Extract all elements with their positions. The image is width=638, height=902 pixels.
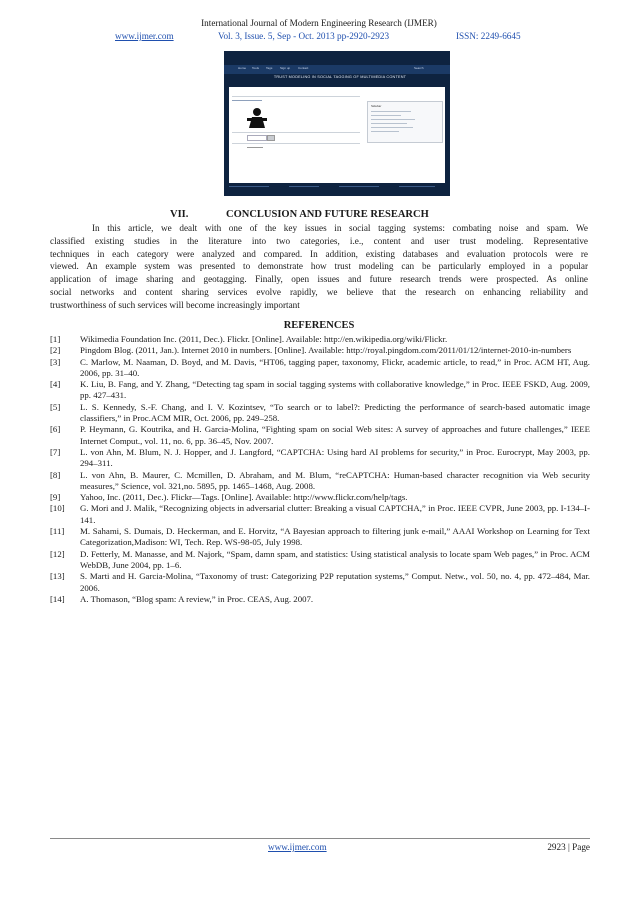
journal-site-link[interactable]: www.ijmer.com [115, 31, 174, 41]
reference-number: [13] [50, 571, 65, 582]
reference-text: L. S. Kennedy, S.-F. Chang, and I. V. Kozintsev, “To search or to label?: Predicting the performance of search-based automatic image classifiers,” in Proc.ACM MIR, Oct. 2006, pp. 249–258. [80, 401, 590, 424]
volume-info: Vol. 3, Issue. 5, Sep - Oct. 2013 pp-2920-2923 [218, 31, 390, 41]
section-number: VII. [170, 209, 189, 220]
reference-text: Wikimedia Foundation Inc. (2011, Dec.). Flickr. [Online]. Available: http://en.wikipedia.org/wiki/Flickr. [80, 334, 448, 344]
reference-number: [9] [50, 492, 61, 503]
figure-nav-item: Search [414, 66, 424, 70]
issn-info: ISSN: 2249-6645 [456, 31, 521, 41]
figure-sidebar-line [371, 111, 411, 112]
paragraph-line: social networks and content sharing services evolve rapidly, we believe that the research on enhancing reliability and [50, 286, 588, 297]
paragraph-line: application of image sharing and geotagging. Finally, open issues and future research trends were prospected. As online [50, 274, 588, 285]
figure-nav-item: Sign up [280, 66, 291, 70]
reference-item [50, 334, 590, 345]
reference-item [50, 470, 590, 493]
footer-site-link[interactable]: www.ijmer.com [268, 842, 327, 852]
references-heading: REFERENCES [283, 320, 355, 331]
reference-number: [5] [50, 401, 61, 412]
journal-title: International Journal of Modern Engineering Research (IJMER) [201, 18, 437, 28]
reference-number: [7] [50, 446, 61, 457]
section-title: CONCLUSION AND FUTURE RESEARCH [226, 209, 429, 220]
reference-item [50, 402, 590, 425]
paragraph-line: In this article, we dealt with one of the key issues in social tagging systems: combating noise and spam. We [92, 223, 588, 233]
figure-sidebar-line [371, 119, 415, 120]
reference-item [50, 503, 590, 526]
figure-sidebar-line [371, 131, 399, 132]
figure-sidebar-box [367, 101, 443, 143]
reference-number: [1] [50, 334, 61, 344]
reference-number: [4] [50, 379, 61, 390]
paragraph-line: classified existing studies in the literature into two categories, i.e., content and user trust modeling. Representative [50, 235, 588, 246]
reference-item [50, 594, 590, 605]
reference-item [50, 526, 590, 549]
paragraph-line: viewed. An example system was presented to demonstrate how trust modeling can be particularly employed in a popular [50, 261, 588, 272]
reference-item [50, 549, 590, 572]
figure-sidebar-line [371, 115, 401, 116]
figure-divider [232, 132, 360, 133]
paragraph-line: techniques in each category were analyzed and compared. In addition, existing databases and evaluation protocols were re [50, 248, 588, 259]
reference-text: P. Heymann, G. Koutrika, and H. Garcia-Molina, “Fighting spam on social Web sites: A survey of approaches and future challenges,” IEEE Internet Comput., vol. 11, no. 6, pp. 36–45, Nov. 2007. [80, 424, 590, 446]
reference-number: [10] [50, 503, 65, 514]
system-screenshot-figure [224, 51, 450, 196]
paragraph-line: trustworthiness of such services will become increasingly important [50, 299, 300, 310]
reference-number: [14] [50, 593, 65, 604]
reference-number: [2] [50, 345, 61, 356]
figure-tag-input [247, 135, 267, 141]
reference-text: L. von Ahn, M. Blum, N. J. Hopper, and J. Langford, “CAPTCHA: Using hard AI problems for security,” in Proc. Eurocrypt, May 2003, pp. 294–311. [80, 446, 590, 469]
reference-item [50, 492, 590, 503]
figure-content-panel [229, 87, 445, 183]
reference-number: [3] [50, 356, 61, 367]
figure-text-line [247, 147, 263, 148]
reference-item [50, 379, 590, 402]
figure-divider [232, 100, 262, 101]
reference-text: K. Liu, B. Fang, and Y. Zhang, “Detecting tag spam in social tagging systems with collaborative knowledge,” in Proc. IEEE FSKD, Aug. 2009, pp. 427–431. [80, 379, 590, 401]
reference-number: [11] [50, 526, 65, 537]
figure-nav-item: Tools [252, 66, 260, 70]
reference-number: [12] [50, 548, 65, 559]
reference-text: G. Mori and J. Malik, “Recognizing objects in adversarial clutter: Breaking a visual CAPTCHA,” in Proc. IEEE CVPR, June 2003, pp. I-134–I-141. [80, 503, 590, 525]
reference-text: Yahoo, Inc. (2011, Dec.). Flickr—Tags. [Online]. Available: http://www.flickr.com/help/tags. [80, 492, 408, 503]
figure-sidebar-title: Sidebar [371, 104, 382, 108]
reference-text: Pingdom Blog. (2011, Jan.). Internet 2010 in numbers. [Online]. Available: http://royal.pingdom.com/2011/01/12/internet-2010-in-numbers [80, 345, 572, 356]
conclusion-paragraph [50, 222, 588, 312]
reference-item [50, 447, 590, 470]
reference-item [50, 345, 590, 356]
reference-text: S. Marti and H. Garcia-Molina, “Taxonomy of trust: Categorizing P2P reputation systems,” Comput. Netw., vol. 50, no. 4, pp. 472–484, Mar. 2006. [80, 571, 590, 593]
reference-text: A. Thomason, “Blog spam: A review,” in Proc. CEAS, Aug. 2007. [80, 593, 314, 604]
page-number: 2923 | Page [547, 842, 590, 852]
reference-number: [6] [50, 424, 61, 435]
references-list [50, 334, 590, 605]
reference-text: M. Sahami, S. Dumais, D. Heckerman, and E. Horvitz, “A Bayesian approach to filtering junk e-mail,” AAAI Workshop on Learning for Text Categorization,Madison: WI, Tech. Rep. WS-98-05, July 1998. [80, 526, 590, 548]
footer-divider [50, 838, 590, 839]
figure-nav-item: Tags [266, 66, 273, 70]
reference-item [50, 424, 590, 447]
reference-item [50, 357, 590, 380]
figure-divider [232, 96, 360, 97]
figure-divider [232, 143, 360, 144]
reference-number: [8] [50, 469, 61, 480]
figure-add-button [267, 135, 275, 141]
figure-nav-item: Contact [298, 66, 309, 70]
reference-text: C. Marlow, M. Naaman, D. Boyd, and M. Davis, “HT06, tagging paper, taxonomy, Flickr, academic article, to read,” in Proc. ACM HT, Aug. 2006, pp. 31–40. [80, 356, 590, 378]
reference-text: D. Fetterly, M. Manasse, and M. Najork, “Spam, damn spam, and statistics: Using statistical analysis to locate spam Web pages,” in Proc. ACM WebDB, June 2004, pp. 1–6. [80, 548, 590, 570]
figure-sidebar-line [371, 123, 407, 124]
figure-nav-item: Home [238, 66, 247, 70]
user-avatar-icon [247, 107, 267, 129]
reference-text: L. von Ahn, B. Maurer, C. Mcmillen, D. Abraham, and M. Blum, “reCAPTCHA: Human-based character recognition via Web security measures,” Science, vol. 321,no. 5895, pp. 1465–1468, Aug. 2008. [80, 469, 590, 491]
figure-banner: TRUST MODELING IN SOCIAL TAGGING OF MULTIMEDIA CONTENT [273, 75, 407, 79]
reference-item [50, 571, 590, 594]
figure-footer-bar [229, 185, 445, 191]
figure-sidebar-line [371, 127, 413, 128]
